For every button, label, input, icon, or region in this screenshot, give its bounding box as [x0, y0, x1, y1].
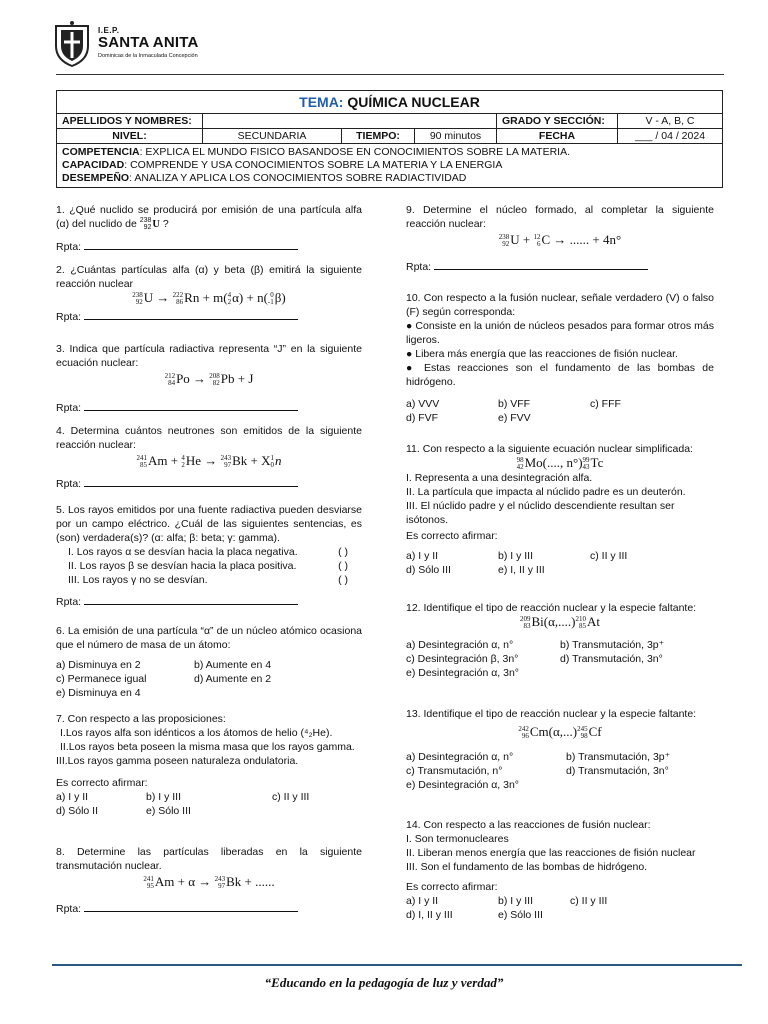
question-7: 7. Con respecto a las proposiciones: I.Los rayos alfa son idénticos a los átomos de helio (⁴₂He). II.Los rayos beta poseen la misma masa que los rayos gamma. III.Los rayos gamma poseen naturaleza ondulatoria. Es correcto afirmar: a) I y II b) I y III c) II y III d) Sólo II e) Sólo III: [56, 712, 362, 818]
answer-line-1[interactable]: Rpta:: [56, 240, 362, 254]
question-11: 11. Con respecto a la siguiente ecuación nuclear simplificada: 98 42Mo(...., n°)99 43Tc I. Representa a una desintegración alfa. II. La partícula que impacta al núclido padre es un deuterón. III. El núclido padre y el núclido descendiente resultan ser isótonos. Es correcto afirmar: a) I y II b) I y III c) II y III d) Sólo III e) I, II y III: [406, 442, 714, 577]
footer-motto: “Educando en la pedagogía de luz y verdad”: [264, 975, 504, 990]
q10-option-d[interactable]: d) FVF: [406, 412, 439, 424]
q11-item-1: I. Representa a una desintegración alfa.: [406, 472, 593, 485]
q13-option-c[interactable]: c) Transmutación, n°: [406, 765, 503, 778]
tema-cell: [57, 91, 723, 114]
apellidos-label: APELLIDOS Y NOMBRES:: [57, 114, 203, 129]
q14-option-c[interactable]: c) II y III: [570, 895, 608, 907]
question-1: 1. ¿Qué nuclido se producirá por emisión de una partícula alfa (α) del nuclido de 238 92U ? Rpta:: [56, 204, 362, 253]
q14-item-1: I. Son termonucleares: [406, 833, 509, 845]
question-3: 3. Indica que partícula radiactiva representa “J” en la siguiente ecuación nuclear: 212 84Po → 208 82Pb + J Rpta:: [56, 343, 362, 415]
competencia-line: COMPETENCIA: EXPLICA EL MUNDO FISICO BASANDOSE EN CONOCIMIENTOS SOBRE LA MATERIA.: [62, 146, 570, 158]
q11-options: [406, 549, 714, 577]
q11-item-2: II. La partícula que impacta al núclido padre es un deuterón.: [406, 486, 686, 499]
question-12: 12. Identifique el tipo de reacción nuclear y la especie faltante: 209 83Bi(α,....)210 85At a) Desintegración α, n° b) Transmutación, 3p⁺ c) Desintegración β, 3n° d) Transmutación, 3n° e) Desintegración α, 3n°: [406, 601, 714, 680]
q10-option-e[interactable]: e) FVV: [498, 412, 531, 424]
question-5: 5. Los rayos emitidos por una fuente radiactiva pueden desviarse por un campo eléctrico. ¿Cuál de las siguientes sentencias, es (son) verdadera(s)? (α: alfa; β: beta; γ: gamma). I. Los rayos α se desvían hacia la placa negativa. ( ) II. Los rayos β se desvían hacia la placa positiva. ( ) III. Los rayos γ no se desvían. ( ) Rpta:: [56, 504, 362, 608]
equation-4: 241 85Am + 4 2He → 243 97Bk + X1 0n: [136, 453, 282, 470]
q5-item-2: II. Los rayos β se desvían hacia la placa positiva. ( ): [68, 560, 348, 572]
q12-option-a[interactable]: a) Desintegración α, n°: [406, 639, 514, 652]
desempeno-line: DESEMPEÑO: ANALIZA Y APLICA LOS CONOCIMIENTOS SOBRE RADIACTIVIDAD: [62, 172, 467, 184]
q6-options: [56, 658, 362, 700]
apellidos-field[interactable]: [203, 114, 497, 129]
school-subtitle: Dominicas de la Inmaculada Concepción: [98, 53, 198, 59]
q11-option-b[interactable]: b) I y III: [498, 550, 534, 563]
q6-option-c[interactable]: c) Permanece igual: [56, 673, 147, 685]
footer-divider: [52, 964, 742, 966]
q10-item-1: ● Consiste en la unión de núcleos pesados para formar otros más ligeros.: [406, 320, 714, 346]
q11-option-c[interactable]: c) II y III: [590, 550, 628, 563]
q6-option-b[interactable]: b) Aumente en 4: [194, 659, 272, 671]
school-iep: I.E.P.: [98, 26, 120, 35]
q10-option-b[interactable]: b) VFF: [498, 398, 531, 410]
fecha-value[interactable]: ___ / 04 / 2024: [618, 129, 723, 144]
nivel-value: SECUNDARIA: [203, 129, 342, 144]
q10-options: [406, 397, 714, 425]
q14-option-b[interactable]: b) I y III: [498, 895, 534, 907]
school-name: SANTA ANITA: [98, 34, 199, 51]
answer-line-2[interactable]: Rpta:: [56, 310, 362, 324]
q7-option-d[interactable]: d) Sólo II: [56, 805, 99, 817]
q12-option-b[interactable]: b) Transmutación, 3p⁺: [560, 639, 665, 652]
q7-options: [56, 790, 362, 818]
answer-line-3[interactable]: Rpta:: [56, 401, 362, 415]
q12-options: [406, 638, 714, 680]
q10-option-a[interactable]: a) VVV: [406, 398, 440, 410]
q14-option-a[interactable]: a) I y II: [406, 895, 439, 907]
q10-item-2: ● Libera más energía que las reacciones de fisión nuclear.: [406, 348, 678, 360]
q12-option-e[interactable]: e) Desintegración α, 3n°: [406, 667, 519, 680]
q7-item-3: III.Los rayos gamma poseen naturaleza ondulatoria.: [56, 755, 299, 767]
q6-option-a[interactable]: a) Disminuya en 2: [56, 659, 141, 671]
equation-13: 242 96Cm(α,...)245 98Cf: [518, 724, 602, 741]
q10-item-3: ● Estas reacciones son el fundamento de las bombas de hidrógeno.: [406, 362, 714, 388]
q13-option-e[interactable]: e) Desintegración α, 3n°: [406, 779, 519, 792]
header-divider: [56, 74, 724, 75]
equation-2: 238 92U → 222 86Rn + m(4 2α) + n( 0 -1β): [132, 290, 286, 307]
equation-8: 241 95Am + α → 243 97Bk + ......: [143, 874, 275, 891]
exam-header-table: [56, 90, 723, 188]
q5-item-1: I. Los rayos α se desvían hacia la placa negativa. ( ): [68, 546, 348, 558]
school-logo: [52, 20, 212, 72]
tiempo-label: TIEMPO:: [342, 129, 415, 144]
q7-option-e[interactable]: e) Sólo III: [146, 805, 191, 817]
q12-option-d[interactable]: d) Transmutación, 3n°: [560, 653, 663, 666]
capacidad-line: CAPACIDAD: COMPRENDE Y USA CONOCIMIENTOS SOBRE LA MATERIA Y LA ENERGIA: [62, 159, 503, 171]
equation-9: 238 92U + 12 6C → ...... + 4n°: [498, 232, 622, 249]
q14-options: [406, 894, 714, 922]
answer-line-4[interactable]: Rpta:: [56, 477, 362, 491]
answer-line-8[interactable]: Rpta:: [56, 902, 362, 916]
answer-line-9[interactable]: Rpta:: [406, 260, 714, 274]
q10-option-c[interactable]: c) FFF: [590, 398, 621, 410]
q7-option-b[interactable]: b) I y III: [146, 791, 182, 803]
question-2: 2. ¿Cuántas partículas alfa (α) y beta (β) emitirá la siguiente reacción nuclear 238 92U → 222 86Rn + m(4 2α) + n( 0 -1β) Rpta:: [56, 264, 362, 324]
q14-item-3: III. Son el fundamento de las bombas de hidrógeno.: [406, 861, 648, 873]
tema-value: QUÍMICA NUCLEAR: [347, 94, 480, 110]
q11-item-3: III. El núclido padre y el núclido descendiente resultan ser isótonos.: [406, 500, 675, 527]
q14-option-d[interactable]: d) I, II y III: [406, 909, 453, 921]
question-10: 10. Con respecto a la fusión nuclear, señale verdadero (V) o falso (F) según corresponda: ● Consiste en la unión de núcleos pesados para formar otros más ligeros. ● Libera más energía que las reacciones de fisión nuclear. ● Estas reacciones son el fundamento de las bombas de hidrógeno. a) VVV b) VFF c) FFF d) FVF e) FVV: [406, 292, 714, 424]
answer-line-5[interactable]: Rpta:: [56, 595, 362, 609]
q7-item-1: I.Los rayos alfa son idénticos a los átomos de helio (⁴₂He).: [60, 727, 333, 739]
fecha-label: FECHA: [497, 129, 618, 144]
q13-option-a[interactable]: a) Desintegración α, n°: [406, 751, 514, 764]
q7-option-c[interactable]: c) II y III: [272, 791, 310, 803]
q14-item-2: II. Liberan menos energía que las reacciones de fisión nuclear: [406, 847, 696, 859]
question-4: 4. Determina cuántos neutrones son emitidos de la siguiente reacción nuclear: 241 85Am + 4 2He → 243 97Bk + X1 0n Rpta:: [56, 425, 362, 491]
tiempo-value: 90 minutos: [415, 129, 497, 144]
grado-label: GRADO Y SECCIÓN:: [497, 114, 618, 129]
question-13: 13. Identifique el tipo de reacción nuclear y la especie faltante: 242 96Cm(α,...)245 98Cf a) Desintegración α, n° b) Transmutación, 3p⁺ c) Transmutación, n° d) Transmutación, 3n° e) Desintegración α, 3n°: [406, 707, 714, 792]
q13-option-d[interactable]: d) Transmutación, 3n°: [566, 765, 669, 778]
q7-option-a[interactable]: a) I y II: [56, 791, 89, 803]
nivel-label: NIVEL:: [57, 129, 203, 144]
q7-item-2: II.Los rayos beta poseen la misma masa que los rayos gamma.: [60, 741, 355, 753]
q13-option-b[interactable]: b) Transmutación, 3p⁺: [566, 751, 671, 764]
q5-item-3: III. Los rayos γ no se desvían. ( ): [68, 574, 348, 586]
q11-option-d[interactable]: d) Sólo III: [406, 564, 451, 577]
question-9: 9. Determine el núcleo formado, al completar la siguiente reacción nuclear: 238 92U + 12 6C → ...... + 4n° Rpta:: [406, 204, 714, 274]
question-8: 8. Determine las partículas liberadas en la siguiente transmutación nuclear. 241 95Am + α → 243 97Bk + ...... Rpta:: [56, 846, 362, 916]
equation-12: 209 83Bi(α,....)210 85At: [519, 614, 600, 631]
q11-option-e[interactable]: e) I, II y III: [498, 564, 545, 577]
q6-option-d[interactable]: d) Aumente en 2: [194, 673, 272, 685]
equation-3: 212 84Po → 208 82Pb + J: [164, 371, 254, 388]
tema-label: TEMA:: [299, 94, 344, 110]
q12-option-c[interactable]: c) Desintegración β, 3n°: [406, 653, 519, 666]
grado-value: V - A, B, C: [618, 114, 723, 129]
question-6: 6. La emisión de una partícula “α” de un núcleo atómico ocasiona que el número de masa de un átomo: a) Disminuya en 2 b) Aumente en 4 c) Permanece igual d) Aumente en 2 e) Disminuya en 4: [56, 625, 362, 699]
q13-options: [406, 750, 714, 792]
question-14: 14. Con respecto a las reacciones de fusión nuclear: I. Son termonucleares II. Liberan menos energía que las reacciones de fisión nuclear III. Son el fundamento de las bombas de hidrógeno. Es correcto afirmar: a) I y II b) I y III c) II y III d) I, II y III e) Sólo III: [406, 818, 714, 922]
q6-option-e[interactable]: e) Disminuya en 4: [56, 687, 141, 699]
competencias-cell: [57, 144, 723, 188]
q11-option-a[interactable]: a) I y II: [406, 550, 439, 563]
q14-option-e[interactable]: e) Sólo III: [498, 909, 543, 921]
school-crest-icon: [52, 20, 92, 68]
equation-11: 98 42Mo(...., n°)99 43Tc: [516, 455, 604, 472]
